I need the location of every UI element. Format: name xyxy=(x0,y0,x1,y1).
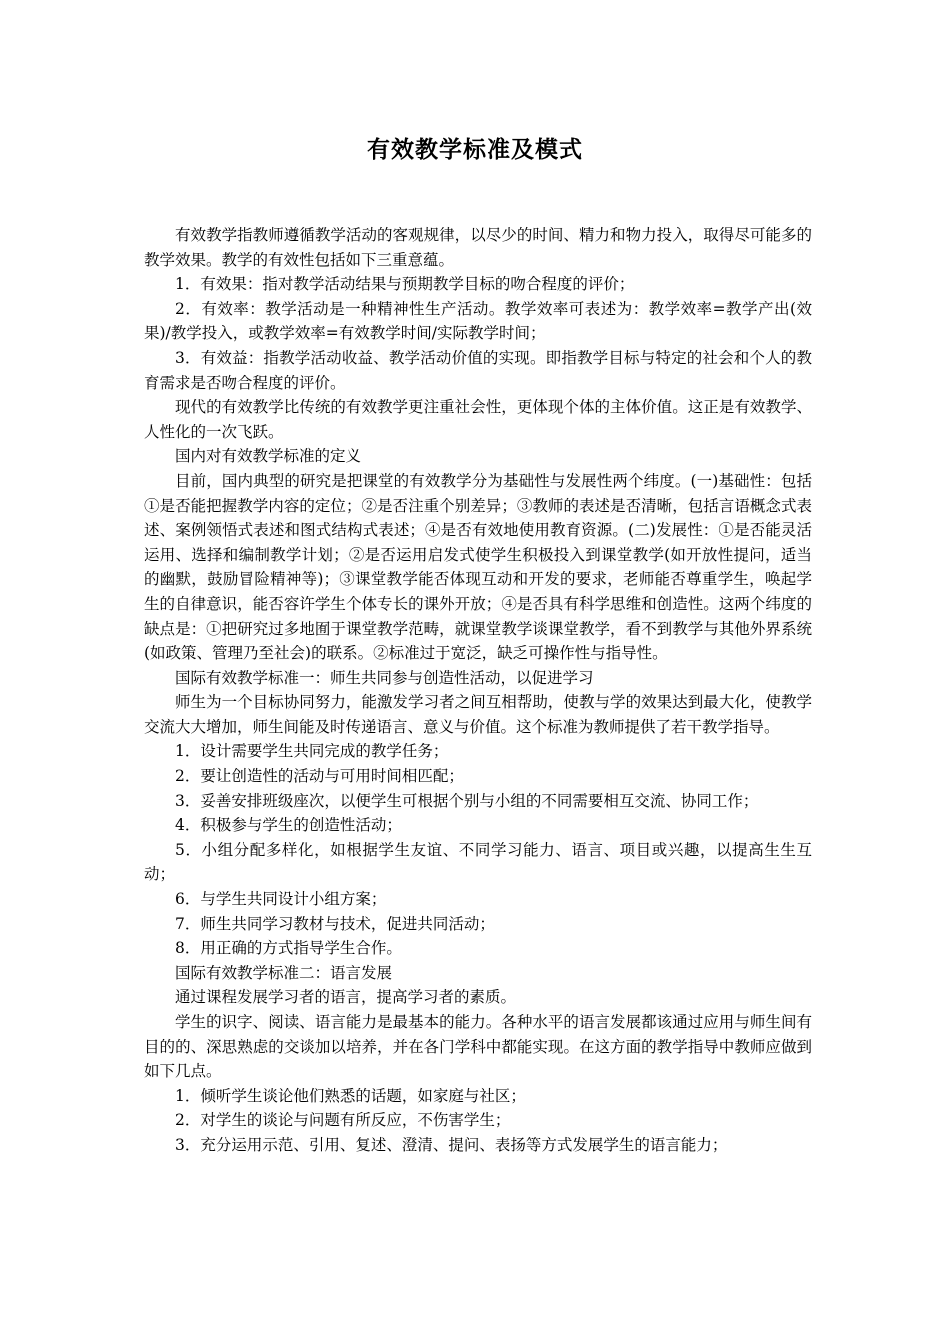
paragraph-domestic: 目前，国内典型的研究是把课堂的有效教学分为基础性与发展性两个纬度。(一)基础性：包括①是否能把握教学内容的定位；②是否注重个别差异；③教师的表述是否清晰，包括言语概念式表述、案例领悟式表述和图式结构式表述；④是否有效地使用教育资源。(二)发展性：①是否能灵活运用、选择和编制教学计划；②是否运用启发式使学生积极投入到课堂教学(如开放性提问，适当的幽默，鼓励冒险精神等)；③课堂教学能否体现互动和开发的要求，老师能否尊重学生，唤起学生的自律意识，能否容许学生个体专长的课外开放；④是否具有科学思维和创造性。这两个纬度的缺点是：①把研究过多地囿于课堂教学范畴，就课堂教学谈课堂教学，看不到教学与其他外界系统(如政策、管理乃至社会)的联系。②标准过于宽泛，缺乏可操作性与指导性。 xyxy=(144,471,812,663)
paragraph-language: 学生的识字、阅读、语言能力是最基本的能力。各种水平的语言发展都该通过应用与师生间有目的的、深思熟虑的交谈加以培养，并在各门学科中都能实现。在这方面的教学指导中教师应做到如下几点。 xyxy=(144,1013,812,1081)
section-heading-standard-one: 国际有效教学标准一：师生共同参与创造性活动，以促进学习 xyxy=(175,668,594,687)
list-item: 2．要让创造性的活动与可用时间相匹配； xyxy=(175,767,464,786)
section-heading-standard-two: 国际有效教学标准二：语言发展 xyxy=(175,963,393,982)
paragraph-modern: 现代的有效教学比传统的有效教学更注重社会性，更体现个体的主体价值。这正是有效教学、人性化的一次飞跃。 xyxy=(144,398,812,441)
list-item: 5．小组分配多样化，如根据学生友谊、不同学习能力、语言、项目或兴趣，以提高生生互动； xyxy=(144,840,812,884)
list-item: 3．充分运用示范、引用、复述、澄清、提问、表扬等方式发展学生的语言能力； xyxy=(175,1135,728,1154)
list-item: 2．对学生的谈论与问题有所反应，不伤害学生； xyxy=(175,1111,511,1130)
paragraph-item-efficiency: 2．有效率：教学活动是一种精神性生产活动。教学效率可表述为：教学效率=教学产出(效果)/教学投入，或教学效率=有效教学时间/实际教学时间； xyxy=(144,299,812,343)
list-item: 8．用正确的方式指导学生合作。 xyxy=(175,939,402,958)
list-item: 4．积极参与学生的创造性活动； xyxy=(175,816,402,835)
list-item: 1．设计需要学生共同完成的教学任务； xyxy=(175,742,449,761)
section-heading-domestic: 国内对有效教学标准的定义 xyxy=(175,447,362,466)
list-item: 3．妥善安排班级座次，以便学生可根据个别与小组的不同需要相互交流、协同工作； xyxy=(175,791,759,810)
list-item: 6．与学生共同设计小组方案； xyxy=(175,890,387,909)
paragraph-standard-two-summary: 通过课程发展学习者的语言，提高学习者的素质。 xyxy=(175,988,517,1007)
list-item: 7．师生共同学习教材与技术，促进共同活动； xyxy=(175,914,495,933)
document-body xyxy=(144,223,812,1158)
paragraph-intro: 有效教学指教师遵循教学活动的客观规律，以尽少的时间、精力和物力投入，取得尽可能多的教学效果。教学的有效性包括如下三重意蕴。 xyxy=(144,226,812,269)
paragraph-item-effect: 1．有效果：指对教学活动结果与预期教学目标的吻合程度的评价； xyxy=(175,275,635,294)
document-title: 有效教学标准及模式 xyxy=(367,136,583,163)
paragraph-item-benefit: 3．有效益：指教学活动收益、教学活动价值的实现。即指教学目标与特定的社会和个人的教育需求是否吻合程度的评价。 xyxy=(144,348,812,392)
paragraph-standard-one: 师生为一个目标协同努力，能激发学习者之间互相帮助，使教与学的效果达到最大化，使教学交流大大增加，师生间能及时传递语言、意义与价值。这个标准为教师提供了若干教学指导。 xyxy=(144,693,812,736)
list-item: 1．倾听学生谈论他们熟悉的话题，如家庭与社区； xyxy=(175,1086,526,1105)
